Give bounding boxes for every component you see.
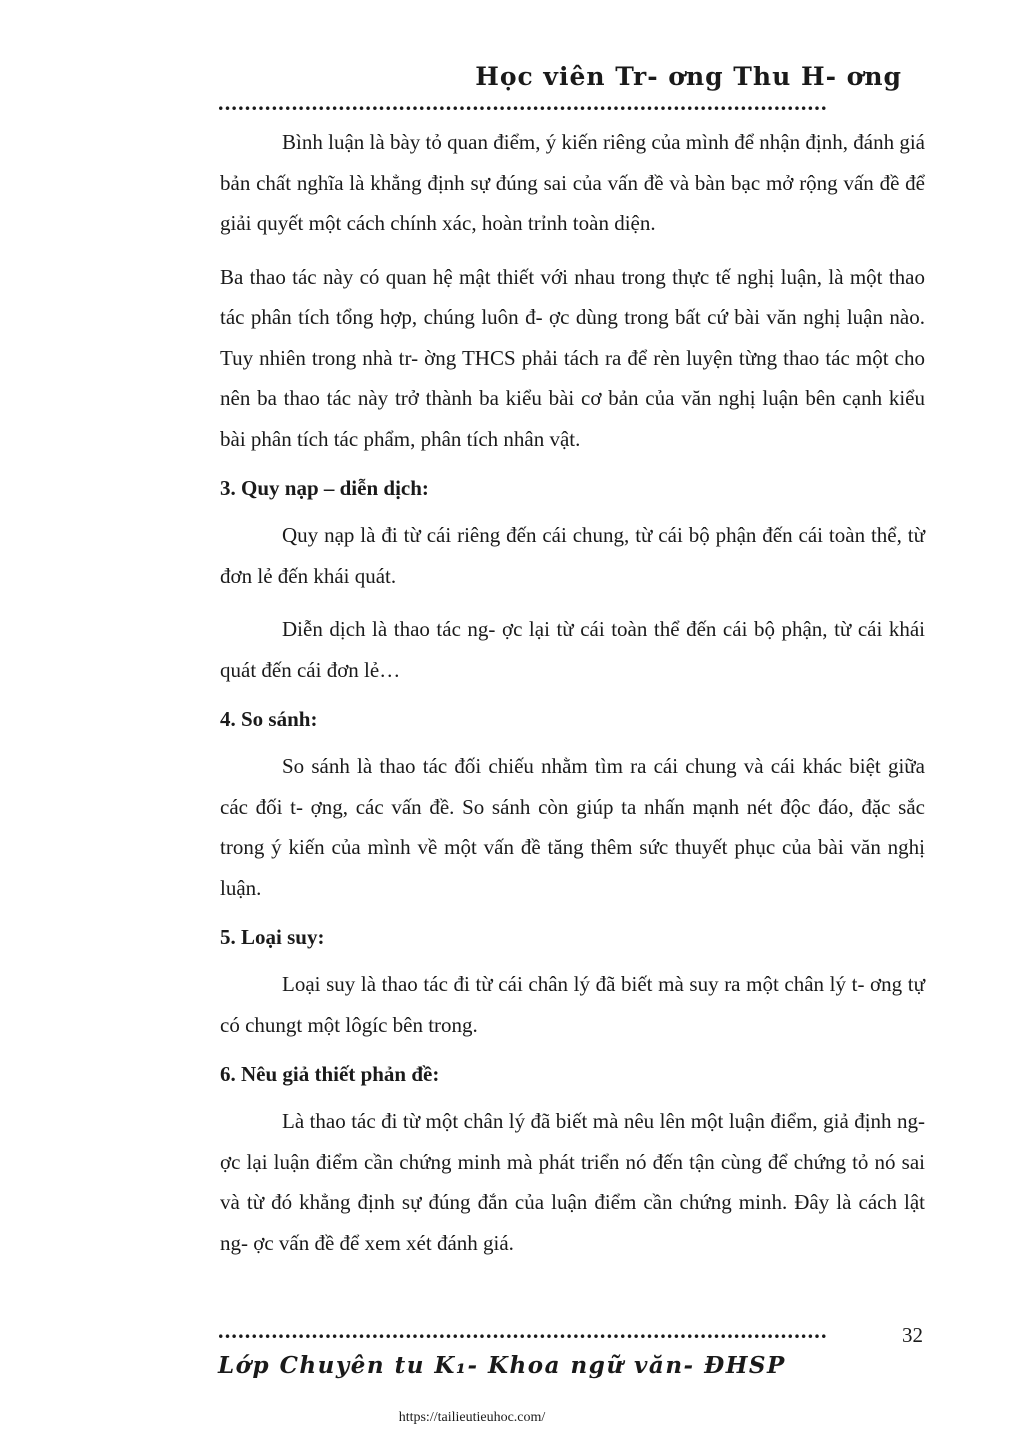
paragraph-quy-nap: Quy nạp là đi từ cái riêng đến cái chung, từ cái bộ phận đến cái toàn thể, từ đơn lẻ đến khái quát. [220, 523, 925, 588]
heading-gia-thiet-phan-de: 6. Nêu giả thiết phản đề: [220, 1062, 440, 1086]
heading-so-sanh: 4. So sánh: [220, 707, 318, 731]
header-author: Học viên Tr- ơng Thu H- ơng [475, 62, 902, 91]
page-body [220, 122, 925, 1263]
source-url-link[interactable]: https://tailieutieuhoc.com/ [398, 1410, 546, 1425]
footer-separator: ........................................................................................... [218, 1324, 828, 1340]
paragraph-gia-thiet-phan-de: Là thao tác đi từ một chân lý đã biết mà nêu lên một luận điểm, giả định ng- ợc lại luận điểm cần chứng minh mà phát triển nó đến tận cùng để chứng tỏ nó sai và từ đó khẳng định sự đúng đắn của luận điểm cần chứng minh. Đây là cách lật ng- ợc vấn đề để xem xét đánh giá. [220, 1109, 925, 1255]
heading-quy-nap: 3. Quy nạp – diễn dịch: [220, 476, 429, 500]
paragraph-ba-thao-tac: Ba thao tác này có quan hệ mật thiết với nhau trong thực tế nghị luận, là một thao tác phân tích tổng hợp, chúng luôn đ- ợc dùng trong bất cứ bài văn nghị luận nào. Tuy nhiên trong nhà tr- ờng THCS phải tách ra để rèn luyện từng thao tác một cho nên ba thao tác này trở thành ba kiểu bài cơ bản của văn nghị luận bên cạnh kiểu bài phân tích tác phẩm, phân tích nhân vật. [220, 264, 925, 451]
page-number: 32 [902, 1323, 923, 1347]
paragraph-loai-suy: Loại suy là thao tác đi từ cái chân lý đã biết mà suy ra một chân lý t- ơng tự có chungt một lôgíc bên trong. [220, 972, 925, 1037]
paragraph-so-sanh: So sánh là thao tác đối chiếu nhằm tìm ra cái chung và cái khác biệt giữa các đối t- ợng, các vấn đề. So sánh còn giúp ta nhấn mạnh nét độc đáo, đặc sắc trong ý kiến của mình về một vấn đề tăng thêm sức thuyết phục của bài văn nghị luận. [220, 754, 925, 900]
heading-loai-suy: 5. Loại suy: [220, 925, 325, 949]
header-separator: ........................................................................................... [218, 96, 828, 112]
paragraph-binh-luan: Bình luận là bày tỏ quan điểm, ý kiến riêng của mình để nhận định, đánh giá bản chất nghĩa là khẳng định sự đúng sai của vấn đề và bàn bạc mở rộng vấn đề để giải quyết một cách chính xác, hoàn trỉnh toàn diện. [220, 130, 925, 235]
footer-title: Lớp Chuyên tu K₁- Khoa ngữ văn- ĐHSP [218, 1352, 786, 1379]
paragraph-dien-dich: Diễn dịch là thao tác ng- ợc lại từ cái toàn thể đến cái bộ phận, từ cái khái quát đến cái đơn lẻ… [220, 617, 925, 682]
